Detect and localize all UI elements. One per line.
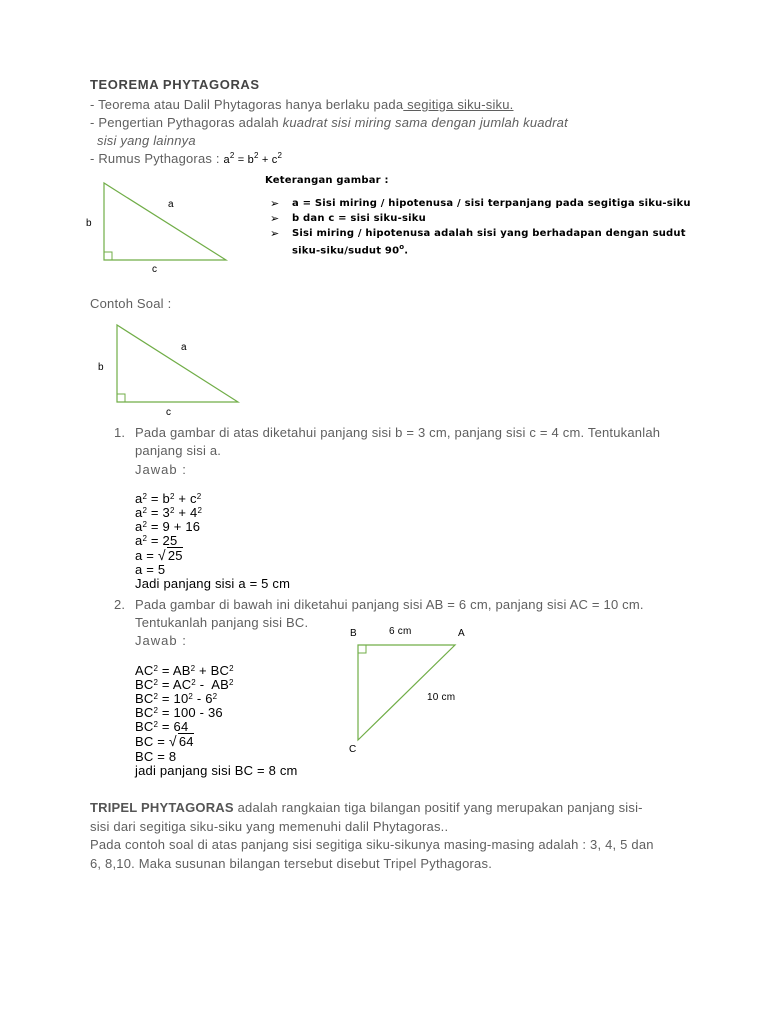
triangle-1-shape [104, 183, 226, 260]
fig3-label-ac: 10 cm [427, 692, 456, 703]
q2-conclusion: jadi panjang sisi BC = 8 cm [135, 763, 298, 778]
keterangan-item-2: b dan c = sisi siku-siku [292, 213, 426, 224]
intro-line-3 [97, 131, 196, 150]
bullet-arrow-icon: ➢ [270, 213, 280, 225]
bullet-arrow-icon: ➢ [270, 198, 280, 210]
tripel-line-1-text: adalah rangkaian tiga bilangan positif yang merupakan panjang sisi- [233, 800, 643, 815]
q2-step: $BC^2 = 10^2 - 6^2$ [135, 691, 218, 706]
fig3-label-A: A [458, 628, 465, 639]
tripel-line-4: 6, 8,10. Maka susunan bilangan tersebut disebut Tripel Pythagoras. [90, 856, 493, 871]
q1-number: 1. [114, 425, 126, 440]
intro-line-1-underlined: segitiga siku-siku. [403, 97, 514, 112]
triangle-2-shape [117, 325, 238, 402]
page-title: TEOREMA PHYTAGORAS [90, 77, 260, 92]
intro-line-4 [90, 149, 282, 170]
q1-step: $a^2 = b^2 + c^2$ [135, 491, 202, 506]
intro-line-2 [90, 113, 568, 132]
q2-step: $AC^2 = AB^2 + BC^2$ [135, 663, 234, 678]
q1-step: $a^2 = 3^2 + 4^2$ [135, 505, 203, 520]
rumus-formula: $a^2 = b^2 + c^2$ [223, 151, 283, 166]
fig2-label-b: b [98, 362, 104, 373]
fig1-label-a: a [168, 199, 174, 210]
fig3-label-B: B [350, 628, 357, 639]
q1-step-a5: a = 5 [135, 562, 166, 577]
tripel-line-1 [90, 800, 643, 815]
tripel-line-2: sisi dari segitiga siku-siku yang memenuhi dalil Phytagoras.. [90, 819, 449, 834]
q2-step: $BC^2 = 64$ [135, 719, 189, 734]
q1-text-line-2: panjang sisi a. [135, 443, 222, 458]
q2-text-line-2: Tentukanlah panjang sisi BC. [135, 615, 309, 630]
q2-step-bc8: BC = 8 [135, 749, 177, 764]
right-angle-marker-2 [117, 394, 125, 402]
fig3-label-ab: 6 cm [389, 626, 412, 637]
rumus-label: - Rumus Pythagoras : [90, 151, 224, 166]
q2-jawab-label: Jawab : [135, 633, 187, 648]
keterangan-item-3: Sisi miring / hipotenusa adalah sisi yang berhadapan dengan sudut [292, 228, 686, 239]
q1-step: $a^2 = 25$ [135, 533, 178, 548]
keterangan-item-3-cont: siku-siku/sudut 90$^o$. [292, 243, 409, 257]
bullet-arrow-icon: ➢ [270, 228, 280, 240]
q2-text-line-1: Pada gambar di bawah ini diketahui panjang sisi AB = 6 cm, panjang sisi AC = 10 cm. [135, 597, 644, 612]
keterangan-title: Keterangan gambar : [265, 175, 389, 186]
triangle-figure-2 [100, 320, 250, 412]
right-angle-marker-3 [358, 645, 366, 653]
sqrt-symbol: √ 64 [168, 733, 194, 749]
q1-conclusion: Jadi panjang sisi a = 5 cm [135, 576, 291, 591]
q1-text-line-1: Pada gambar di atas diketahui panjang sisi b = 3 cm, panjang sisi c = 4 cm. Tentukanlah [135, 425, 661, 440]
fig3-label-C: C [349, 744, 357, 755]
q1-sqrt-step: a = √ 25 [135, 547, 183, 563]
fig2-label-a: a [181, 342, 187, 353]
fig1-label-b: b [86, 218, 92, 229]
q1-jawab-label: Jawab : [135, 462, 187, 477]
q2-step: $BC^2 = AC^2 - AB^2$ [135, 677, 234, 692]
sqrt-symbol: √ 25 [157, 547, 183, 563]
q2-step: $BC^2 = 100 - 36$ [135, 705, 223, 720]
fig1-label-c: c [152, 264, 158, 275]
tripel-line-3: Pada contoh soal di atas panjang sisi segitiga siku-sikunya masing-masing adalah : 3, 4, 5 dan [90, 837, 654, 852]
q2-sqrt-step: BC = √ 64 [135, 733, 194, 749]
triangle-figure-1 [80, 178, 240, 278]
intro-line-3-italic: sisi yang lainnya [97, 133, 196, 148]
tripel-heading: TRIPEL PHYTAGORAS [90, 800, 234, 815]
contoh-soal-label: Contoh Soal : [90, 296, 172, 311]
right-angle-marker-1 [104, 252, 112, 260]
intro-line-1 [90, 95, 514, 114]
fig2-label-c: c [166, 407, 172, 418]
intro-line-1-text: - Teorema atau Dalil Phytagoras hanya berlaku pada [90, 97, 404, 112]
q2-number: 2. [114, 597, 126, 612]
q1-step: $a^2 = 9 + 16$ [135, 519, 201, 534]
intro-line-2-italic: kuadrat sisi miring sama dengan jumlah kuadrat [282, 115, 568, 130]
keterangan-item-1: a = Sisi miring / hipotenusa / sisi terpanjang pada segitiga siku-siku [292, 198, 691, 209]
intro-line-2-text: - Pengertian Pythagoras adalah [90, 115, 283, 130]
